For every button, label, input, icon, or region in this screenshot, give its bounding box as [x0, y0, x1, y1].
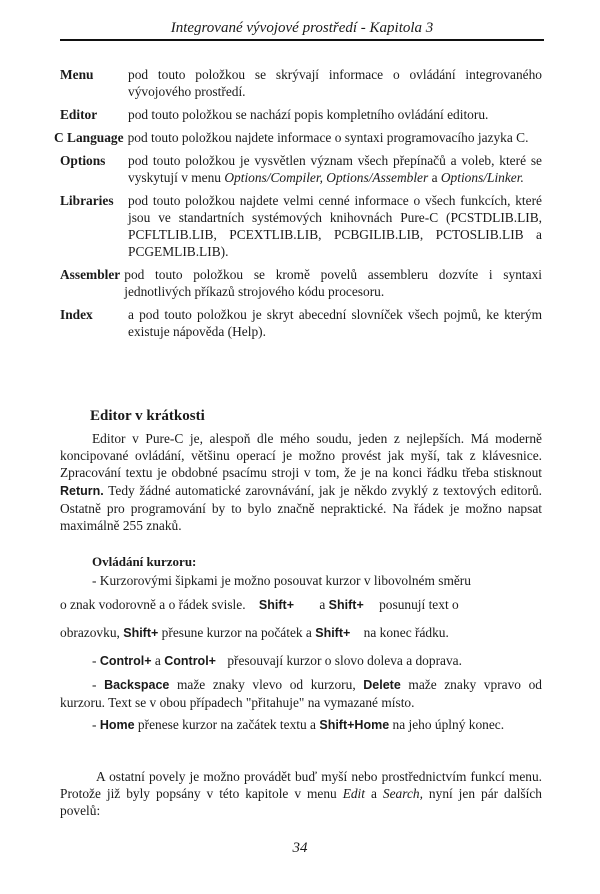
menu-name-edit: Edit [342, 786, 366, 802]
definition-assembler [60, 266, 542, 300]
cursor-line-6 [60, 716, 542, 734]
definition-libraries [60, 192, 542, 260]
paragraph-text: a [154, 653, 161, 668]
paragraph-text: na jeho úplný konec. [392, 717, 505, 732]
cursor-line-4 [60, 652, 574, 670]
key-shift: Shift+ [123, 626, 159, 640]
page-number: 34 [292, 840, 308, 856]
cursor-line-2 [60, 596, 542, 614]
definition-desc-text: a [431, 170, 438, 185]
menu-path: Options/Compiler, Options/Assembler [224, 170, 429, 185]
paragraph-text: na konec řádku. [363, 625, 449, 640]
definition-desc: a pod touto položkou je skryt abecední slovníček všech pojmů, ke kterým existuje nápověda (Help). [128, 307, 542, 339]
definition-options [60, 152, 542, 186]
paragraph-text: obrazovku, [60, 625, 120, 640]
key-delete: Delete [363, 678, 401, 692]
definition-index [60, 306, 542, 340]
menu-name-search: Search, [382, 786, 423, 802]
key-shift: Shift+ [315, 626, 351, 640]
paragraph-text: - [92, 677, 97, 692]
paragraph-intro [60, 430, 542, 534]
key-home: Home [99, 718, 135, 732]
paragraph-text: maže znaky vpravo od kurzoru. Text se v obou případech "přitahuje" na vymazané místo. [60, 677, 542, 710]
paragraph-text: nyní jen pár dalších povelů: [60, 786, 542, 819]
paragraph-text: - [92, 653, 97, 668]
paragraph-text: a [319, 597, 326, 612]
paragraph-text: Tedy žádné automatické zarovnávání, jak je někdo zvyklý z textových editorů. Ostatně pro programování by to bylo značně nepraktické. Na řádek je možno napsat maximálně 255 znaků. [60, 482, 542, 534]
definition-list [54, 66, 542, 346]
section-title: Editor v krátkosti [90, 408, 205, 424]
key-backspace: Backspace [104, 678, 170, 692]
key-return: Return. [60, 483, 104, 498]
definition-desc: pod touto položkou najdete velmi cenné informace o všech funkcích, které jsou ve standartních systémových knihovnách Pure-C (PCSTDLIB.LIB, PCFLTLIB.LIB, PCEXTLIB.LIB, PCBGILIB.LIB, PCTOSLIB.LIB a PCGEMLIB.LIB). [128, 193, 542, 259]
key-control: Control+ [99, 654, 152, 668]
definition-desc: pod touto položkou se kromě povelů assembleru dozvíte i syntaxi jednotlivých příkazů strojového kódu procesoru. [124, 267, 542, 299]
cursor-line-1 [60, 572, 542, 589]
definition-term: Assembler [60, 267, 121, 282]
page-header: Integrované vývojové prostředí - Kapitola 3 [60, 20, 544, 41]
paragraph-text: maže znaky vlevo od kurzoru, [176, 677, 356, 692]
subsection-title: Ovládání kurzoru: [92, 554, 197, 569]
paragraph-text: o znak vodorovně a o řádek svisle. [60, 597, 246, 612]
paragraph-text: A ostatní povely je možno provádět buď myší nebo prostřednictvím funkcí menu. Protože již byly popsány v této kapitole v menu [60, 769, 542, 802]
cursor-line-3 [60, 624, 542, 642]
key-shift-home: Shift+Home [319, 718, 390, 732]
definition-desc: pod touto položkou najdete informace o syntaxi programovacího jazyka C. [127, 130, 529, 145]
definition-c-language [54, 129, 542, 146]
definition-term: Index [60, 307, 93, 322]
key-shift: Shift+ [258, 598, 294, 612]
definition-term: Options [60, 153, 106, 168]
definition-desc: pod touto položkou se skrývají informace o ovládání integrovaného vývojového prostředí. [128, 67, 542, 99]
definition-term: Menu [60, 67, 94, 82]
definition-menu [60, 66, 542, 100]
definition-desc [128, 152, 542, 186]
paragraph-text: přenese kurzor na začátek textu a [137, 717, 316, 732]
paragraph-text: Editor v Pure-C je, alespoň dle mého soudu, jeden z nejlepších. Má moderně koncipované ovládání, většinu operací je možno provést jak myší, tak z klávesnice. Zpracování textu je obdobné psacímu stroji v tom, že je na konci řádku třeba stisknout [60, 431, 542, 481]
paragraph-text: přesune kurzor na počátek a [161, 625, 312, 640]
paragraph-text: posunují text o [379, 597, 459, 612]
key-control: Control+ [164, 654, 216, 668]
paragraph-text: a [370, 786, 377, 802]
definition-desc-text: pod touto položkou je vysvětlen význam všech přepínačů a voleb, které se vyskytují v menu [128, 153, 542, 185]
definition-term: Editor [60, 107, 98, 122]
key-shift: Shift+ [328, 598, 364, 612]
paragraph-text: přesouvají kurzor o slovo doleva a doprava. [227, 653, 462, 668]
cursor-line-5 [60, 676, 542, 711]
paragraph-text: - [92, 717, 97, 732]
menu-path: Options/Linker. [440, 170, 524, 185]
definition-desc: pod touto položkou se nachází popis kompletního ovládání editoru. [128, 107, 489, 122]
paragraph-text: - Kurzorovými šipkami je možno posouvat kurzor v libovolném směru [92, 573, 471, 588]
definition-term: C Language [54, 130, 124, 145]
definition-editor [60, 106, 542, 123]
definition-term: Libraries [60, 193, 114, 208]
paragraph-closing [60, 768, 542, 820]
